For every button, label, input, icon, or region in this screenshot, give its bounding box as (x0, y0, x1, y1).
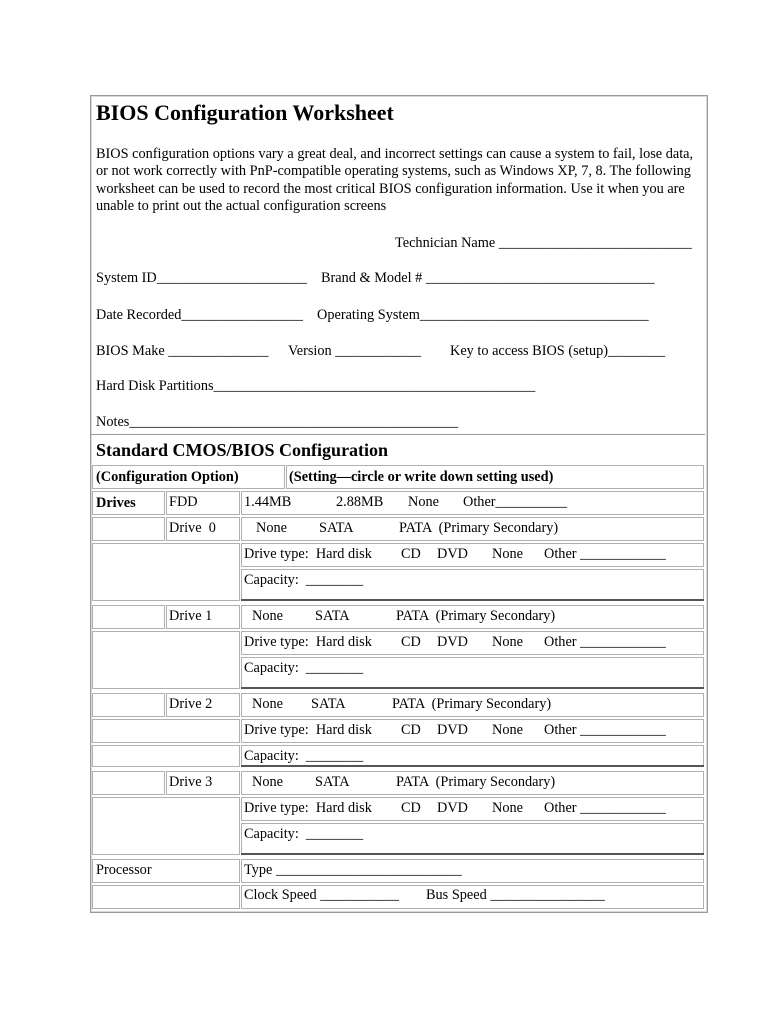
technician-name-field[interactable]: Technician Name ___________________________ (395, 235, 692, 251)
drive2-type-label[interactable]: Drive type: Hard disk (244, 722, 372, 738)
drive2-label: Drive 2 (169, 696, 213, 712)
row-divider (241, 687, 704, 689)
drive1-type-label[interactable]: Drive type: Hard disk (244, 634, 372, 650)
drive3-sata[interactable]: SATA (315, 774, 350, 790)
section-title: Standard CMOS/BIOS Configuration (96, 440, 389, 460)
drive3-pata[interactable]: PATA (Primary Secondary) (396, 774, 556, 790)
drive1-type-other[interactable]: Other ____________ (544, 634, 666, 650)
drive3-type-dvd[interactable]: DVD (437, 800, 468, 816)
drive0-type-label[interactable]: Drive type: Hard disk (244, 546, 372, 562)
fdd-option-288[interactable]: 2.88MB (336, 494, 384, 510)
drive0-type-dvd[interactable]: DVD (437, 546, 468, 562)
drive0-none[interactable]: None (256, 520, 287, 536)
intro-paragraph: BIOS configuration options vary a great deal, and incorrect settings can cause a system to fail, lose data, or not work correctly with PnP-compatible operating systems, such as Windows XP, 7, 8. The following worksheet can be used to record the most critical BIOS configuration information. Use it when you are unable to print out the actual configuration screens (96, 146, 694, 215)
drive2-type-other[interactable]: Other ____________ (544, 722, 666, 738)
blank-cell (92, 771, 165, 795)
drive0-type-cd[interactable]: CD (401, 546, 421, 562)
version-field[interactable]: Version ____________ (288, 343, 422, 359)
drives-label: Drives (96, 495, 136, 511)
column-header-option: (Configuration Option) (96, 469, 239, 485)
drive1-sata[interactable]: SATA (315, 608, 350, 624)
blank-cell (92, 885, 240, 909)
drive1-type-none[interactable]: None (492, 634, 523, 650)
notes-field[interactable]: Notes______________________________________________ (96, 414, 459, 430)
drive2-type-dvd[interactable]: DVD (437, 722, 468, 738)
drive3-type-cd[interactable]: CD (401, 800, 421, 816)
drive0-capacity[interactable]: Capacity: ________ (244, 572, 364, 588)
blank-cell (92, 797, 240, 855)
row-divider (241, 599, 704, 601)
page-title: BIOS Configuration Worksheet (96, 100, 394, 125)
blank-cell (92, 631, 240, 689)
blank-cell (92, 745, 240, 767)
brand-model-field[interactable]: Brand & Model # ________________________________ (321, 270, 655, 286)
column-header-setting: (Setting—circle or write down setting used) (289, 469, 554, 485)
drive0-sata[interactable]: SATA (319, 520, 354, 536)
drive0-type-other[interactable]: Other ____________ (544, 546, 666, 562)
blank-cell (92, 719, 240, 743)
drive3-type-other[interactable]: Other ____________ (544, 800, 666, 816)
drive3-capacity[interactable]: Capacity: ________ (244, 826, 364, 842)
drive1-label: Drive 1 (169, 608, 213, 624)
row-divider (241, 765, 704, 767)
processor-type-field[interactable]: Type __________________________ (244, 862, 462, 878)
blank-cell (92, 543, 240, 601)
operating-system-field[interactable]: Operating System________________________________ (317, 307, 649, 323)
drive0-label: Drive 0 (169, 520, 216, 536)
drive3-type-none[interactable]: None (492, 800, 523, 816)
drive1-none[interactable]: None (252, 608, 283, 624)
drive1-type-dvd[interactable]: DVD (437, 634, 468, 650)
drive3-label: Drive 3 (169, 774, 213, 790)
fdd-option-144[interactable]: 1.44MB (244, 494, 292, 510)
drive1-type-cd[interactable]: CD (401, 634, 421, 650)
fdd-option-other[interactable]: Other__________ (463, 494, 568, 510)
drive2-none[interactable]: None (252, 696, 283, 712)
drive2-pata[interactable]: PATA (Primary Secondary) (392, 696, 552, 712)
bios-make-field[interactable]: BIOS Make ______________ (96, 343, 269, 359)
bios-key-field[interactable]: Key to access BIOS (setup)________ (450, 343, 666, 359)
drive1-capacity[interactable]: Capacity: ________ (244, 660, 364, 676)
processor-label: Processor (96, 862, 152, 878)
drive0-pata[interactable]: PATA (Primary Secondary) (399, 520, 559, 536)
drive0-type-none[interactable]: None (492, 546, 523, 562)
section-divider (91, 434, 705, 435)
blank-cell (92, 605, 165, 629)
drive2-capacity[interactable]: Capacity: ________ (244, 748, 364, 764)
row-divider (241, 853, 704, 855)
fdd-label: FDD (169, 494, 198, 510)
drive3-type-label[interactable]: Drive type: Hard disk (244, 800, 372, 816)
clock-speed-field[interactable]: Clock Speed ___________ (244, 887, 399, 903)
drive2-sata[interactable]: SATA (311, 696, 346, 712)
drive2-type-none[interactable]: None (492, 722, 523, 738)
system-id-field[interactable]: System ID_____________________ (96, 270, 307, 286)
date-recorded-field[interactable]: Date Recorded_________________ (96, 307, 303, 323)
fdd-option-none[interactable]: None (408, 494, 439, 510)
blank-cell (92, 693, 165, 717)
hard-disk-partitions-field[interactable]: Hard Disk Partitions_____________________________________________ (96, 378, 536, 394)
drive1-pata[interactable]: PATA (Primary Secondary) (396, 608, 556, 624)
drive2-type-cd[interactable]: CD (401, 722, 421, 738)
blank-cell (92, 517, 165, 541)
bus-speed-field[interactable]: Bus Speed ________________ (426, 887, 605, 903)
drive3-none[interactable]: None (252, 774, 283, 790)
